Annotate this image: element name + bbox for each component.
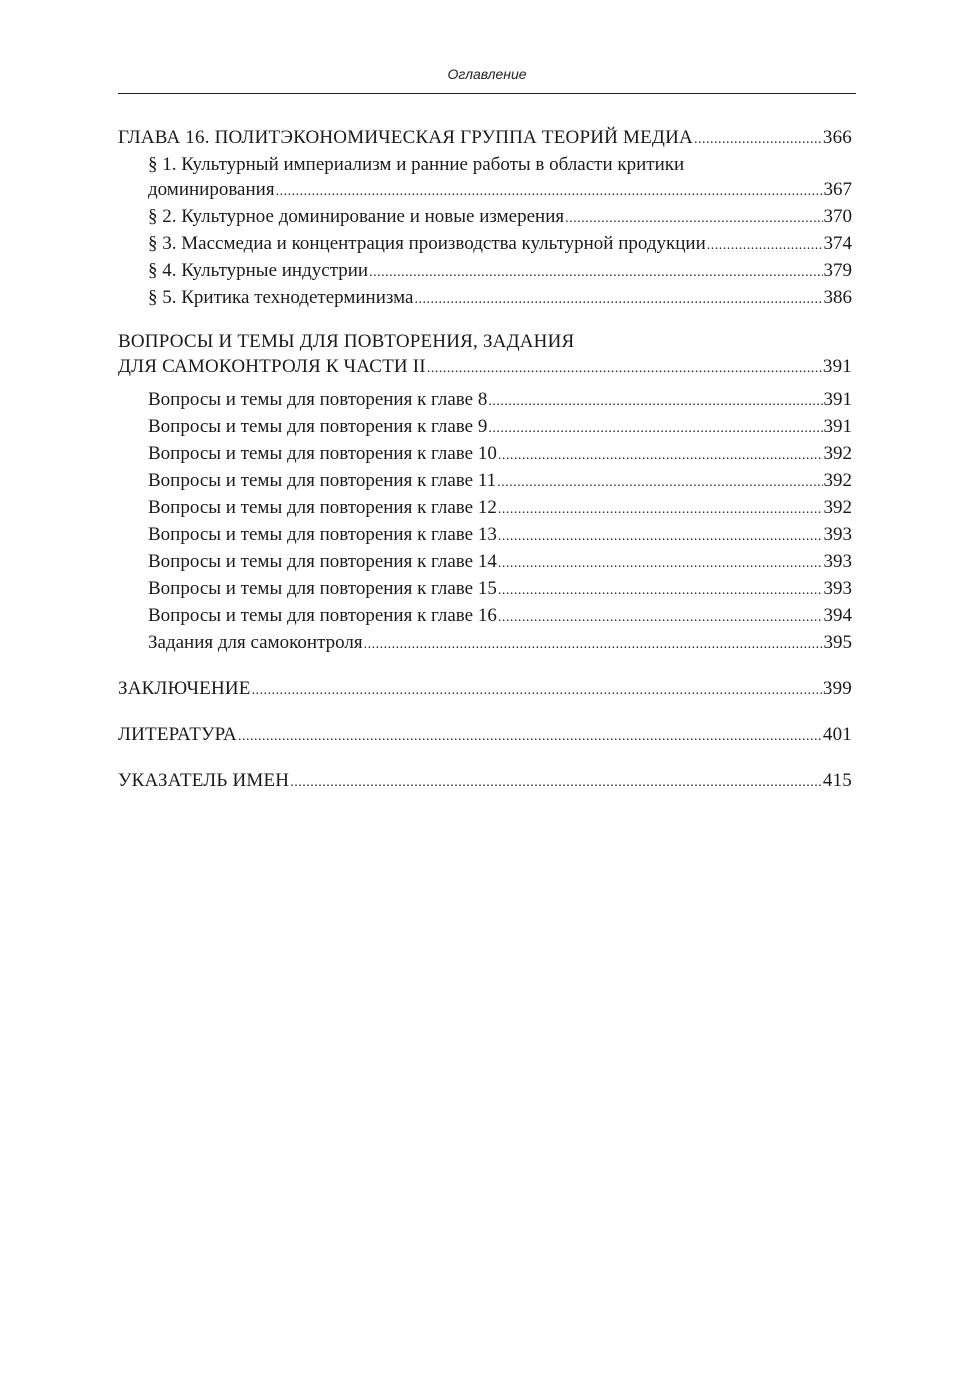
dot-leader bbox=[364, 632, 823, 657]
toc-review-item[interactable] bbox=[118, 495, 852, 522]
toc-entry-title: УКАЗАТЕЛЬ ИМЕН bbox=[118, 770, 290, 791]
header-rule bbox=[118, 93, 856, 94]
toc-entry-page: 391 bbox=[822, 356, 852, 377]
dot-leader bbox=[414, 287, 822, 312]
toc-entry-title: Вопросы и темы для повторения к главе 9 bbox=[148, 416, 488, 437]
toc-entry-page: 367 bbox=[823, 179, 852, 200]
toc-entry-conclusion[interactable] bbox=[118, 676, 852, 703]
toc-entry-page: 401 bbox=[822, 724, 852, 745]
dot-leader bbox=[498, 443, 823, 468]
table-of-contents bbox=[118, 125, 852, 795]
toc-review-item[interactable] bbox=[118, 414, 852, 441]
toc-entry-title: Вопросы и темы для повторения к главе 16 bbox=[148, 605, 497, 626]
dot-leader bbox=[427, 356, 822, 381]
toc-entry-page: 395 bbox=[823, 632, 852, 653]
toc-entry-title: Вопросы и темы для повторения к главе 12 bbox=[148, 497, 497, 518]
dot-leader bbox=[290, 770, 822, 795]
toc-entry-title: Вопросы и темы для повторения к главе 11 bbox=[148, 470, 497, 491]
toc-entry-chapter-16[interactable] bbox=[118, 125, 852, 152]
toc-review-item[interactable] bbox=[118, 441, 852, 468]
toc-entry-name-index[interactable] bbox=[118, 768, 852, 795]
toc-review-item[interactable] bbox=[118, 387, 852, 414]
toc-entry-title-line1: ВОПРОСЫ И ТЕМЫ ДЛЯ ПОВТОРЕНИЯ, ЗАДАНИЯ bbox=[118, 331, 575, 352]
dot-leader bbox=[252, 678, 822, 703]
dot-leader bbox=[276, 179, 823, 204]
toc-entry-title: Вопросы и темы для повторения к главе 10 bbox=[148, 443, 497, 464]
toc-entry-title: § 3. Массмедиа и концентрация производства культурной продукции bbox=[148, 233, 706, 254]
dot-leader bbox=[707, 233, 823, 258]
toc-entry-page: 386 bbox=[823, 287, 852, 308]
toc-subsection-3[interactable] bbox=[118, 231, 852, 258]
toc-entry-page: 394 bbox=[823, 605, 852, 626]
dot-leader bbox=[488, 416, 822, 441]
dot-leader bbox=[498, 497, 823, 522]
toc-entry-page: 392 bbox=[823, 470, 852, 491]
toc-entry-page: 393 bbox=[823, 551, 852, 572]
toc-subsection-5[interactable] bbox=[118, 285, 852, 312]
toc-entry-title: ГЛАВА 16. ПОЛИТЭКОНОМИЧЕСКАЯ ГРУППА ТЕОРИЙ МЕДИА bbox=[118, 127, 693, 148]
dot-leader bbox=[238, 724, 822, 749]
toc-entry-page: 366 bbox=[822, 127, 852, 148]
toc-entry-title: доминирования bbox=[148, 179, 275, 200]
toc-entry-title: Вопросы и темы для повторения к главе 8 bbox=[148, 389, 488, 410]
toc-subsection-2[interactable] bbox=[118, 204, 852, 231]
toc-entry-review[interactable] bbox=[118, 329, 852, 381]
dot-leader bbox=[498, 578, 823, 603]
dot-leader bbox=[497, 470, 822, 495]
dot-leader bbox=[498, 551, 823, 576]
dot-leader bbox=[369, 260, 822, 285]
toc-entry-page: 379 bbox=[823, 260, 852, 281]
toc-review-item[interactable] bbox=[118, 522, 852, 549]
toc-entry-page: 370 bbox=[823, 206, 852, 227]
running-head: Оглавление bbox=[447, 66, 527, 82]
toc-entry-title: § 5. Критика технодетерминизма bbox=[148, 287, 414, 308]
dot-leader bbox=[498, 605, 823, 630]
toc-entry-literature[interactable] bbox=[118, 722, 852, 749]
toc-review-item[interactable] bbox=[118, 549, 852, 576]
dot-leader bbox=[498, 524, 823, 549]
dot-leader bbox=[694, 127, 822, 152]
dot-leader bbox=[488, 389, 822, 414]
toc-entry-title-line1: § 1. Культурный империализм и ранние работы в области критики bbox=[148, 154, 685, 175]
toc-entry-page: 399 bbox=[822, 678, 852, 699]
toc-entry-title: Вопросы и темы для повторения к главе 15 bbox=[148, 578, 497, 599]
toc-review-item[interactable] bbox=[118, 630, 852, 657]
toc-entry-title: § 2. Культурное доминирование и новые измерения bbox=[148, 206, 565, 227]
review-items-list bbox=[118, 387, 852, 657]
toc-review-item[interactable] bbox=[118, 468, 852, 495]
toc-entry-page: 393 bbox=[823, 578, 852, 599]
toc-entry-title: ЗАКЛЮЧЕНИЕ bbox=[118, 678, 251, 699]
toc-subsection-1[interactable] bbox=[118, 152, 852, 204]
toc-entry-title: § 4. Культурные индустрии bbox=[148, 260, 369, 281]
toc-entry-title: Задания для самоконтроля bbox=[148, 632, 363, 653]
toc-entry-page: 392 bbox=[823, 497, 852, 518]
toc-review-item[interactable] bbox=[118, 603, 852, 630]
toc-entry-page: 393 bbox=[823, 524, 852, 545]
toc-entry-page: 374 bbox=[823, 233, 852, 254]
toc-entry-page: 415 bbox=[822, 770, 852, 791]
toc-review-item[interactable] bbox=[118, 576, 852, 603]
dot-leader bbox=[565, 206, 822, 231]
toc-entry-title: ЛИТЕРАТУРА bbox=[118, 724, 237, 745]
toc-subsection-4[interactable] bbox=[118, 258, 852, 285]
toc-entry-page: 391 bbox=[823, 389, 852, 410]
toc-entry-page: 391 bbox=[823, 416, 852, 437]
toc-entry-title: ДЛЯ САМОКОНТРОЛЯ К ЧАСТИ II bbox=[118, 356, 426, 377]
toc-entry-title: Вопросы и темы для повторения к главе 13 bbox=[148, 524, 497, 545]
toc-entry-page: 392 bbox=[823, 443, 852, 464]
toc-entry-title: Вопросы и темы для повторения к главе 14 bbox=[148, 551, 497, 572]
